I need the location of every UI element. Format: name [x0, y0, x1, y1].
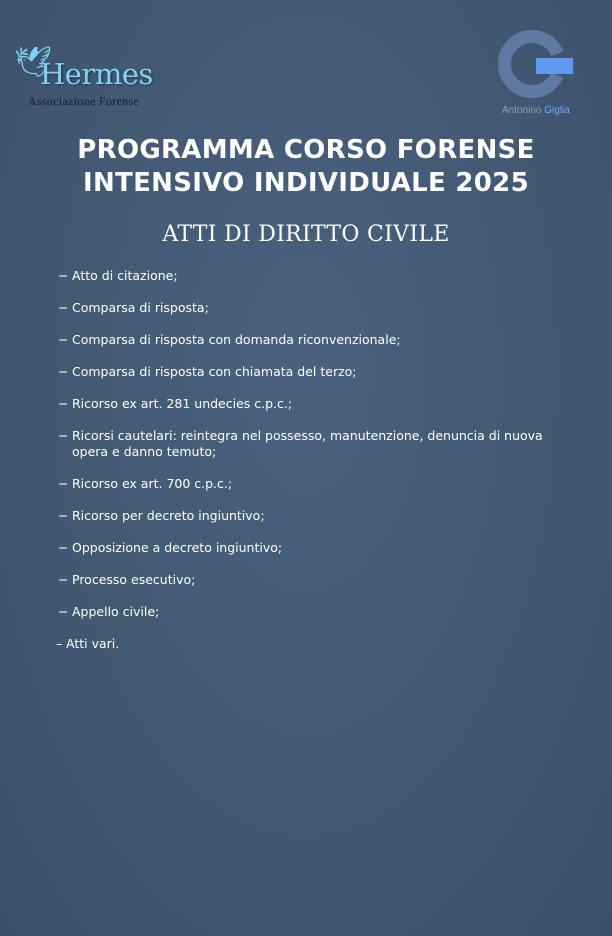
- list-item-text: Appello civile;: [72, 604, 160, 619]
- list-item: − Ricorso ex art. 281 undecies c.p.c.;: [58, 396, 293, 411]
- list-item: − Comparsa di risposta con domanda riconvenzionale;: [58, 332, 401, 347]
- list-item-text: Ricorso per decreto ingiuntivo;: [72, 508, 265, 523]
- section-heading: ATTI DI DIRITTO CIVILE: [162, 222, 450, 247]
- list-item-text: Ricorso ex art. 700 c.p.c.;: [72, 476, 233, 491]
- list-item-text: Ricorso ex art. 281 undecies c.p.c.;: [72, 396, 293, 411]
- list-item: − Comparsa di risposta con chiamata del terzo;: [58, 364, 357, 379]
- list-item: – Atti vari.: [56, 636, 120, 651]
- list-item-text: Opposizione a decreto ingiuntivo;: [72, 540, 283, 555]
- list-item-text: Atto di citazione;: [72, 268, 178, 283]
- title-line-1: PROGRAMMA CORSO FORENSE: [77, 135, 535, 165]
- hermes-logo: [14, 45, 164, 112]
- list-item-text: Ricorsi cautelari: reintegra nel possesso, manutenzione, denuncia di nuova opera e danno temuto;: [72, 428, 543, 459]
- hermes-logo-subtitle: Associazione Forense: [28, 94, 139, 108]
- page-title: [0, 134, 612, 200]
- list-item-text: Comparsa di risposta con domanda riconvenzionale;: [72, 332, 401, 347]
- giglia-logo: [494, 30, 578, 122]
- giglia-first-name: Antonino: [502, 105, 542, 116]
- list-item-text: Comparsa di risposta;: [72, 300, 209, 315]
- list-item: − Ricorsi cautelari: reintegra nel possesso, manutenzione, denuncia di nuova opera e danno temuto;: [58, 428, 543, 459]
- list-item: − Ricorso per decreto ingiuntivo;: [58, 508, 265, 523]
- list-item: − Ricorso ex art. 700 c.p.c.;: [58, 476, 233, 491]
- giglia-last-name: Giglia: [544, 105, 570, 116]
- title-line-2: INTENSIVO INDIVIDUALE 2025: [83, 168, 529, 198]
- list-item: − Atto di citazione;: [58, 268, 178, 283]
- g-logo-bar: [536, 58, 573, 74]
- list-item-text: Processo esecutivo;: [72, 572, 196, 587]
- hermes-logo-name: Hermes: [40, 57, 153, 91]
- list-item: − Appello civile;: [58, 604, 160, 619]
- giglia-logo-caption: [502, 105, 570, 116]
- bird-icon: 🕊: [14, 45, 53, 80]
- list-item-text: Comparsa di risposta con chiamata del terzo;: [72, 364, 357, 379]
- list-item: − Comparsa di risposta;: [58, 300, 209, 315]
- list-item: − Opposizione a decreto ingiuntivo;: [58, 540, 283, 555]
- acts-list: [58, 268, 558, 668]
- list-item-text: Atti vari.: [66, 636, 120, 651]
- list-item: − Processo esecutivo;: [58, 572, 196, 587]
